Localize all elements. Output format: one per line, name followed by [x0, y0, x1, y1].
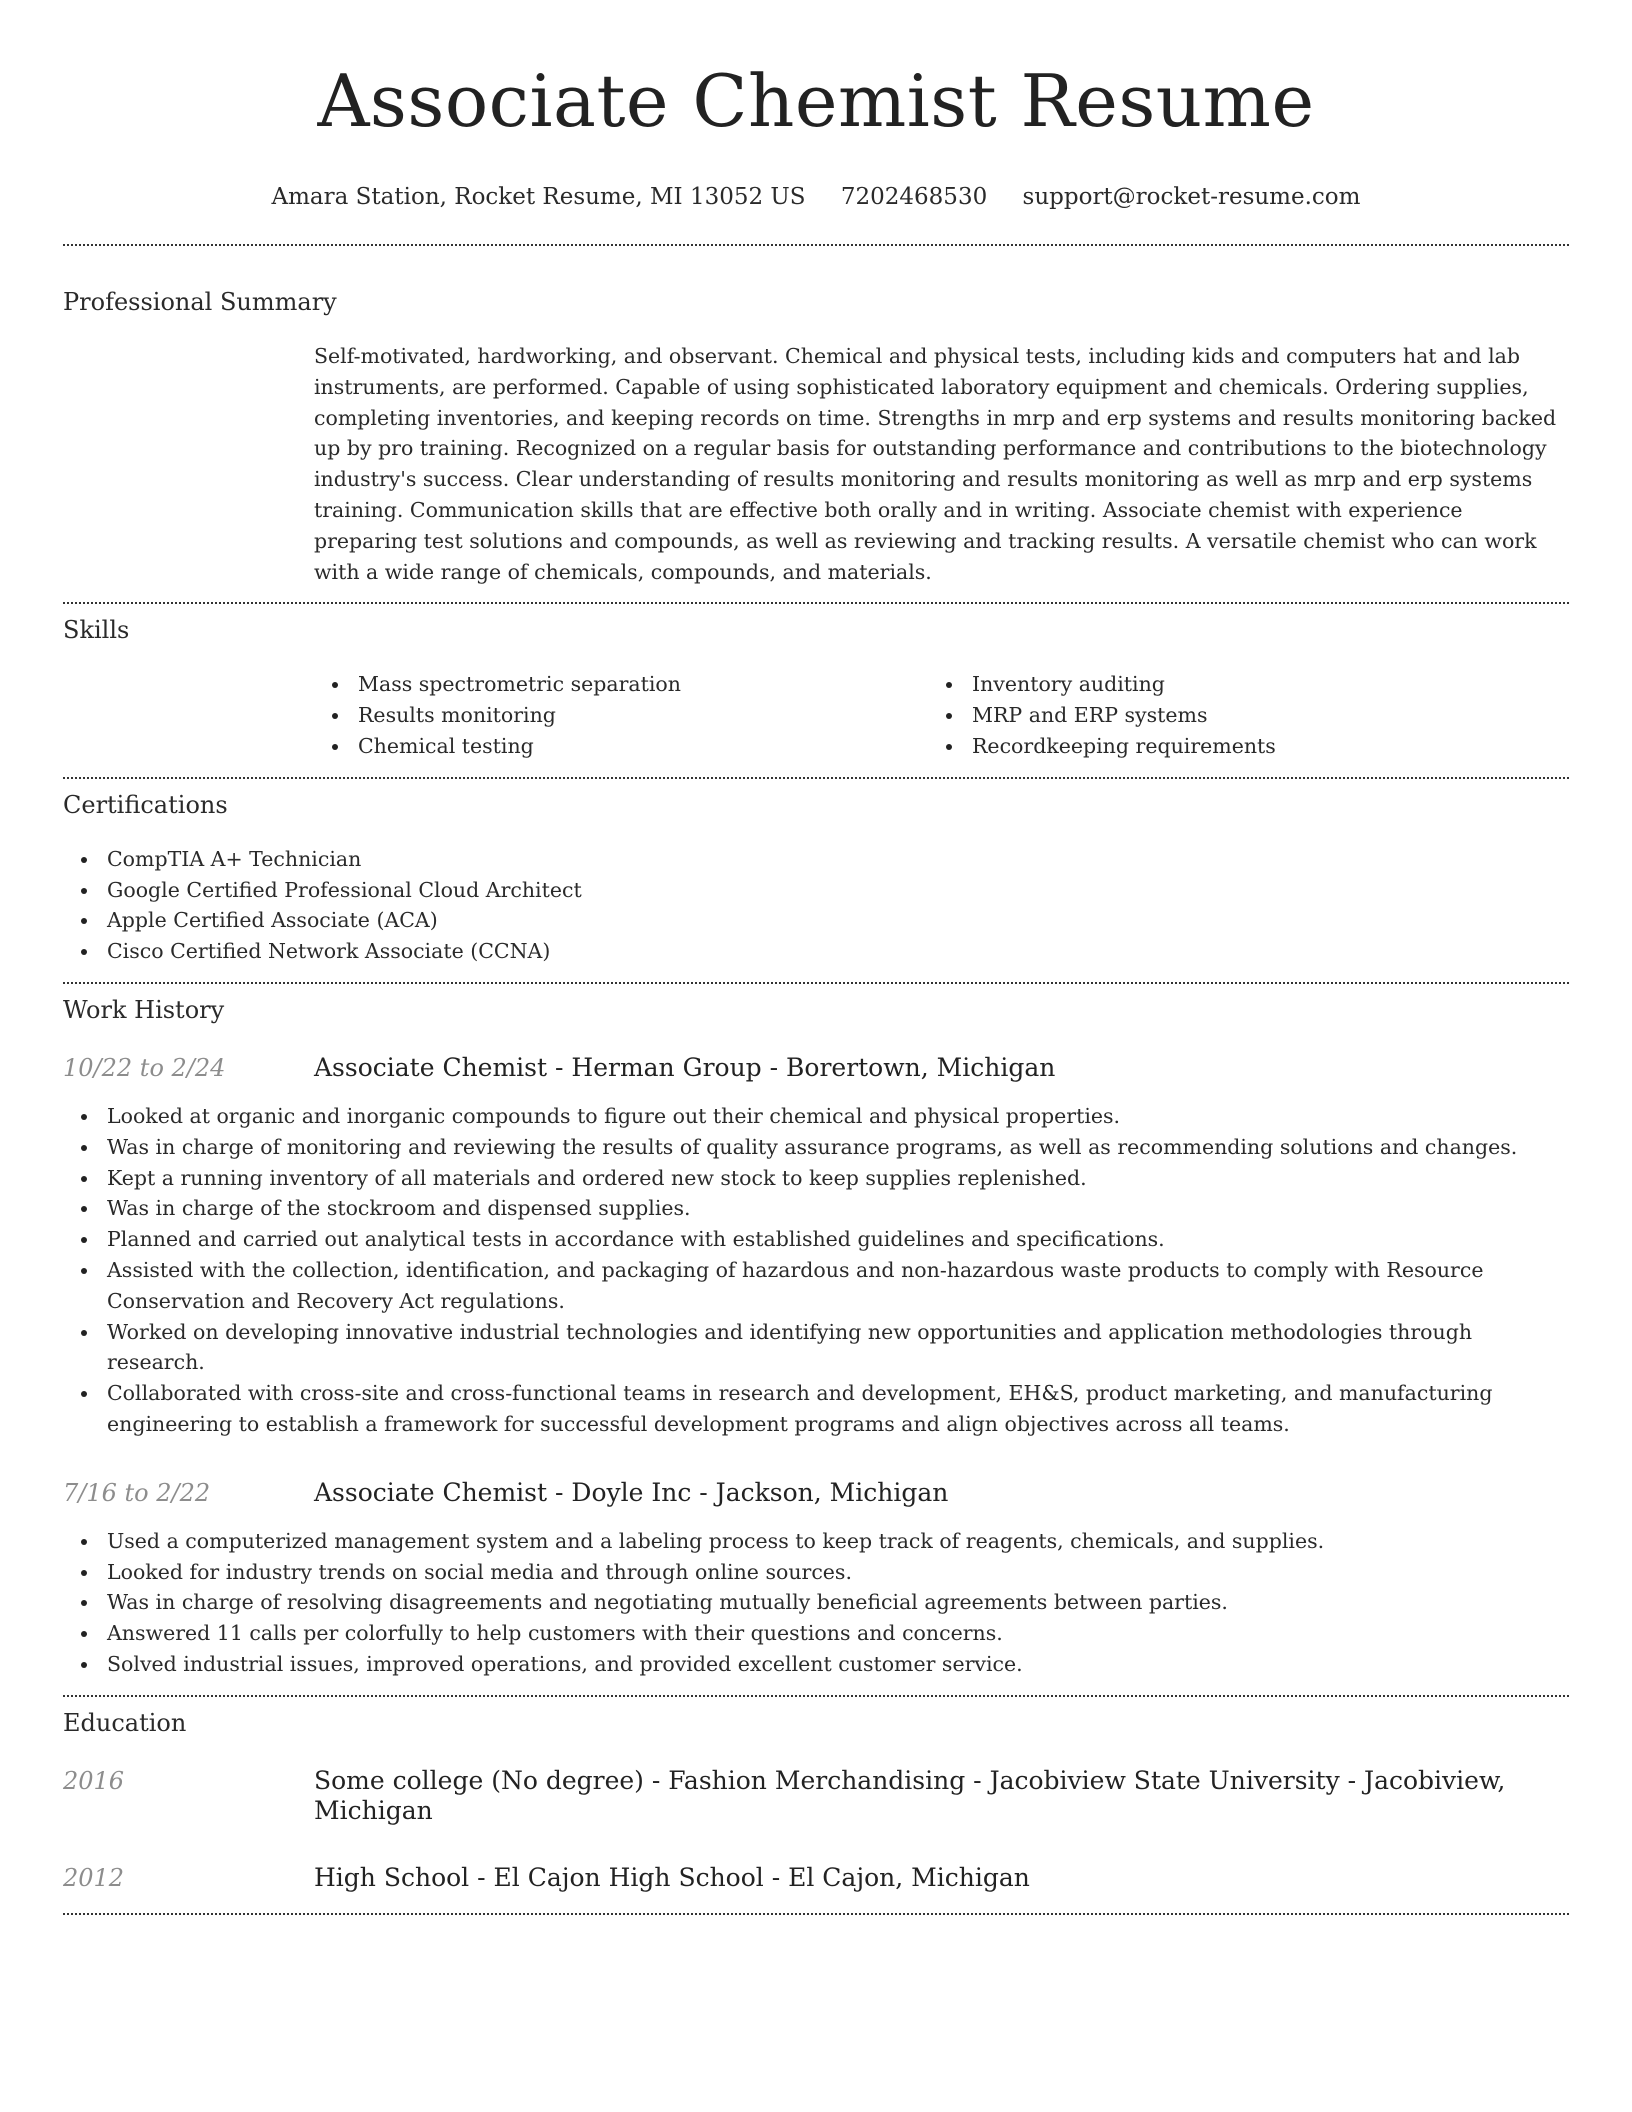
- job-dates: 10/22 to 2/24: [63, 1053, 226, 1082]
- job-bullet: Assisted with the collection, identification, and packaging of hazardous and non-hazardous waste products to comply with Resource Conservation and Recovery Act regulations.: [63, 1255, 1569, 1317]
- job-bullet: Answered 11 calls per colorfully to help customers with their questions and concerns.: [63, 1618, 1569, 1649]
- job-bullet: Solved industrial issues, improved operations, and provided excellent customer service.: [63, 1649, 1569, 1680]
- education-heading: Education: [63, 1708, 187, 1737]
- divider: [63, 1913, 1569, 1915]
- job-bullet: Planned and carried out analytical tests in accordance with established guidelines and specifications.: [63, 1224, 1569, 1255]
- contact-phone: 7202468530: [840, 184, 988, 210]
- certifications-heading: Certifications: [63, 790, 228, 819]
- job-title: Associate Chemist - Herman Group - Borertown, Michigan: [314, 1052, 1056, 1082]
- skills-section: [63, 604, 1569, 776]
- education-year: 2012: [63, 1863, 125, 1892]
- job-entry: [63, 1053, 1569, 1440]
- job-bullet: Was in charge of resolving disagreements and negotiating mutually beneficial agreements between parties.: [63, 1587, 1569, 1618]
- education-detail: Some college (No degree) - Fashion Merchandising - Jacobiview State University - Jacobiview, Michigan: [314, 1765, 1506, 1825]
- education-section: [63, 1697, 1569, 1913]
- summary-heading: Professional Summary: [63, 288, 337, 316]
- job-bullets: [63, 1101, 1569, 1440]
- skill-item: Inventory auditing: [928, 669, 1569, 700]
- skill-item: Results monitoring: [314, 700, 928, 731]
- resume-title: Associate Chemist Resume: [317, 59, 1315, 143]
- contact-email: support@rocket-resume.com: [1022, 184, 1361, 210]
- skills-column-left: [314, 669, 928, 761]
- education-detail: High School - El Cajon High School - El Cajon, Michigan: [314, 1862, 1030, 1892]
- job-bullet: Worked on developing innovative industrial technologies and identifying new opportunities and application methodologies through research.: [63, 1317, 1569, 1379]
- job-bullet: Looked at organic and inorganic compounds to figure out their chemical and physical properties.: [63, 1101, 1569, 1132]
- job-title: Associate Chemist - Doyle Inc - Jackson, Michigan: [314, 1477, 949, 1507]
- education-entry: [63, 1863, 1569, 1893]
- skill-item: MRP and ERP systems: [928, 700, 1569, 731]
- job-bullet: Looked for industry trends on social media and through online sources.: [63, 1557, 1569, 1588]
- certification-item: CompTIA A+ Technician: [63, 844, 1569, 875]
- job-bullet: Kept a running inventory of all materials and ordered new stock to keep supplies replenished.: [63, 1163, 1569, 1194]
- job-bullet: Used a computerized management system and a labeling process to keep track of reagents, chemicals, and supplies.: [63, 1526, 1569, 1557]
- certification-item: Apple Certified Associate (ACA): [63, 905, 1569, 936]
- summary-text: Self-motivated, hardworking, and observant. Chemical and physical tests, including kids and computers hat and lab instruments, are performed. Capable of using sophisticated laboratory equipment and chemicals. Ordering supplies, completing inventories, and keeping records on time. Strengths in mrp and erp systems and results monitoring backed up by pro training. Recognized on a regular basis for outstanding performance and contributions to the biotechnology industry's success. Clear understanding of results monitoring and results monitoring as well as mrp and erp systems training. Communication skills that are effective both orally and in writing. Associate chemist with experience preparing test solutions and compounds, as well as reviewing and tracking results. A versatile chemist who can work with a wide range of chemicals, compounds, and materials.: [314, 344, 1557, 584]
- summary-section: [63, 246, 1569, 602]
- work-section: [63, 984, 1569, 1695]
- job-entry: [63, 1478, 1569, 1680]
- skills-column-right: [928, 669, 1569, 761]
- certification-item: Cisco Certified Network Associate (CCNA): [63, 936, 1569, 967]
- certifications-list: [63, 844, 1569, 967]
- skill-item: Chemical testing: [314, 731, 928, 762]
- job-bullet: Was in charge of the stockroom and dispensed supplies.: [63, 1193, 1569, 1224]
- skills-list: [314, 669, 1569, 761]
- contact-line: [63, 182, 1569, 212]
- job-bullet: Was in charge of monitoring and reviewing the results of quality assurance programs, as well as recommending solutions and changes.: [63, 1132, 1569, 1163]
- skill-item: Mass spectrometric separation: [314, 669, 928, 700]
- education-entry: [63, 1766, 1569, 1826]
- job-bullets: [63, 1526, 1569, 1680]
- job-dates: 7/16 to 2/22: [63, 1478, 211, 1507]
- certifications-section: [63, 779, 1569, 982]
- contact-address: Amara Station, Rocket Resume, MI 13052 US: [271, 184, 806, 210]
- certification-item: Google Certified Professional Cloud Architect: [63, 875, 1569, 906]
- skill-item: Recordkeeping requirements: [928, 731, 1569, 762]
- skills-heading: Skills: [63, 616, 130, 645]
- job-bullet: Collaborated with cross-site and cross-functional teams in research and development, EH&S, product marketing, and manufacturing engineering to establish a framework for successful development programs and align objectives across all teams.: [63, 1378, 1569, 1440]
- education-year: 2016: [63, 1766, 125, 1795]
- work-heading: Work History: [63, 995, 225, 1024]
